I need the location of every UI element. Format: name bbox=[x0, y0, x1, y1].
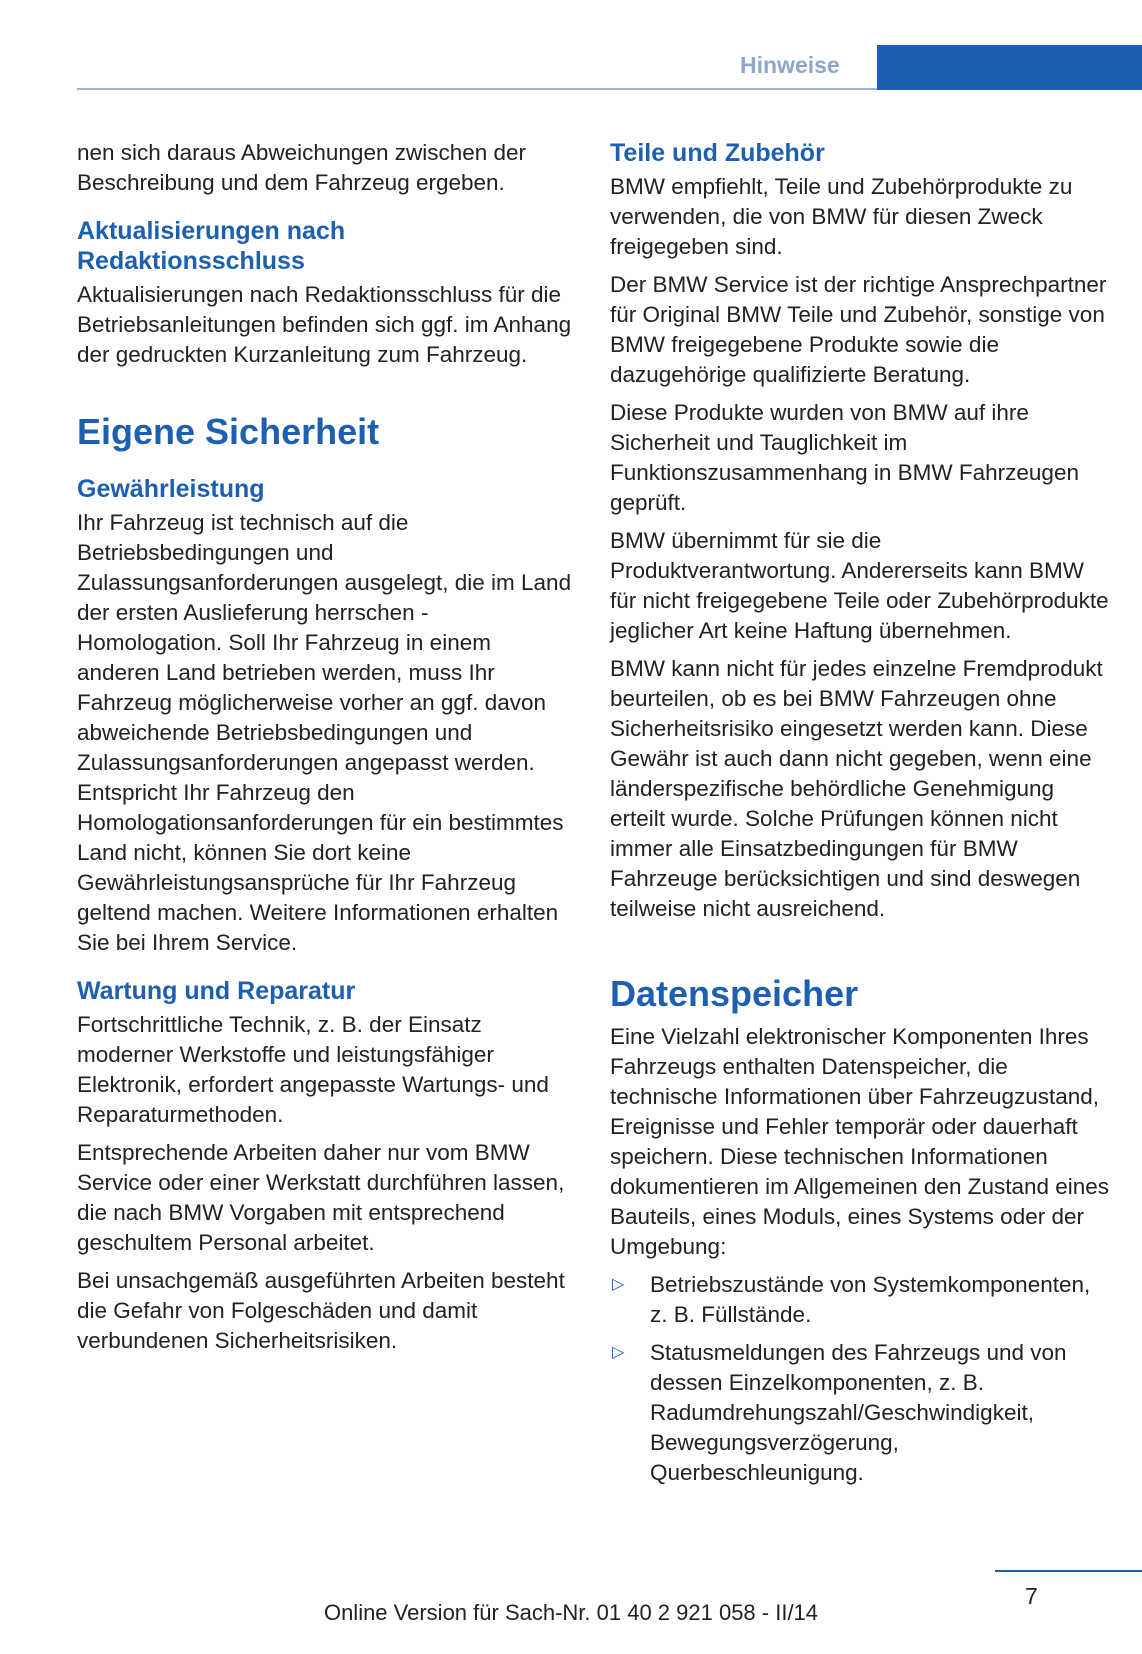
section-title: Hinweise bbox=[740, 52, 840, 78]
warranty-heading: Gewährleistung bbox=[77, 475, 265, 503]
data-storage-list bbox=[610, 1270, 1110, 1488]
parts-paragraph-4: BMW übernimmt für sie die Produktverantwortung. Andererseits kann BMW für nicht freigegebene Teile oder Zubehörprodukte jeglicher Art keine Haftung übernehmen. bbox=[610, 528, 1109, 643]
header-color-block bbox=[877, 45, 1142, 90]
list-item bbox=[610, 1270, 1110, 1330]
updates-paragraph: Aktualisierungen nach Redaktionsschluss für die Betriebsanleitungen befinden sich ggf. im Anhang der gedruckten Kurzanleitung zum Fahrzeug. bbox=[77, 282, 572, 367]
parts-paragraph-1: BMW empfiehlt, Teile und Zubehörprodukte zu verwenden, die von BMW für diesen Zweck freigegeben sind. bbox=[610, 174, 1073, 259]
page-number: 7 bbox=[1025, 1583, 1038, 1609]
updates-heading: Aktualisierungen nach Redaktionsschluss bbox=[77, 217, 346, 275]
footer-rule bbox=[995, 1570, 1142, 1572]
header-rule bbox=[77, 88, 877, 90]
parts-paragraph-2: Der BMW Service ist der richtige Ansprechpartner für Original BMW Teile und Zubehör, sonstige von BMW freigegebene Produkte sowie die dazugehörige qualifizierte Beratung. bbox=[610, 272, 1107, 387]
right-column bbox=[610, 138, 1110, 1496]
left-column bbox=[77, 138, 577, 1364]
intro-paragraph: nen sich daraus Abweichungen zwischen der Beschreibung und dem Fahrzeug ergeben. bbox=[77, 140, 527, 195]
maintenance-paragraph-3: Bei unsachgemäß ausgeführten Arbeiten besteht die Gefahr von Folgeschäden und damit verbundenen Sicherheitsrisiken. bbox=[77, 1268, 565, 1353]
warranty-paragraph: Ihr Fahrzeug ist technisch auf die Betriebsbedingungen und Zulassungsanforderungen ausgelegt, die im Land der ersten Auslieferung herrschen - Homologation. Soll Ihr Fahrzeug in einem anderen Land betrieben werden, muss Ihr Fahrzeug möglicherweise vorher an ggf. davon abweichende Betriebsbedingungen und Zulassungsanforderungen angepasst werden. Entspricht Ihr Fahrzeug den Homologationsanforderungen für ein bestimmtes Land nicht, können Sie dort keine Gewährleistungsansprüche für Ihr Fahrzeug geltend machen. Weitere Informationen erhalten Sie bei Ihrem Service. bbox=[77, 510, 572, 955]
maintenance-heading: Wartung und Reparatur bbox=[77, 977, 356, 1005]
footer-text: Online Version für Sach-Nr. 01 40 2 921 058 - II/14 bbox=[323, 1600, 819, 1625]
maintenance-paragraph-1: Fortschrittliche Technik, z. B. der Einsatz moderner Werkstoffe und leistungsfähiger Elektronik, erfordert angepasste Wartungs- und Reparaturmethoden. bbox=[77, 1012, 549, 1127]
list-item-text: Statusmeldungen des Fahrzeugs und von dessen Einzelkomponenten, z. B. Radumdrehungszahl/Geschwindigkeit, Bewegungsverzögerung, Querbeschleunigung. bbox=[650, 1340, 1067, 1485]
parts-paragraph-5: BMW kann nicht für jedes einzelne Fremdprodukt beurteilen, ob es bei BMW Fahrzeugen ohne Sicherheitsrisiko eingesetzt werden kann. Diese Gewähr ist auch dann nicht gegeben, wenn eine länderspezifische behördliche Genehmigung erteilt wurde. Solche Prüfungen können nicht immer alle Einsatzbedingungen für BMW Fahrzeuge berücksichtigen und sind deswegen teilweise nicht ausreichend. bbox=[610, 656, 1103, 921]
list-item-text: Betriebszustände von Systemkomponenten, z. B. Füllstände. bbox=[650, 1272, 1091, 1327]
data-storage-paragraph: Eine Vielzahl elektronischer Komponenten Ihres Fahrzeugs enthalten Datenspeicher, die technische Informationen über Fahrzeugzustand, Ereignisse und Fehler temporär oder dauerhaft speichern. Diese technischen Informationen dokumentieren im Allgemeinen den Zustand eines Bauteils, eines Moduls, eines Systems oder der Umgebung: bbox=[610, 1024, 1110, 1259]
parts-paragraph-3: Diese Produkte wurden von BMW auf ihre Sicherheit und Tauglichkeit im Funktionszusammenhang in BMW Fahrzeugen geprüft. bbox=[610, 400, 1079, 515]
triangle-bullet-icon: ▷ bbox=[612, 1344, 625, 1361]
safety-heading: Eigene Sicherheit bbox=[77, 411, 380, 452]
parts-heading: Teile und Zubehör bbox=[610, 139, 825, 167]
data-storage-heading: Datenspeicher bbox=[610, 973, 859, 1014]
list-item bbox=[610, 1338, 1110, 1488]
maintenance-paragraph-2: Entsprechende Arbeiten daher nur vom BMW Service oder einer Werkstatt durchführen lassen, die nach BMW Vorgaben mit entsprechend geschultem Personal arbeitet. bbox=[77, 1140, 565, 1255]
triangle-bullet-icon: ▷ bbox=[612, 1276, 625, 1293]
